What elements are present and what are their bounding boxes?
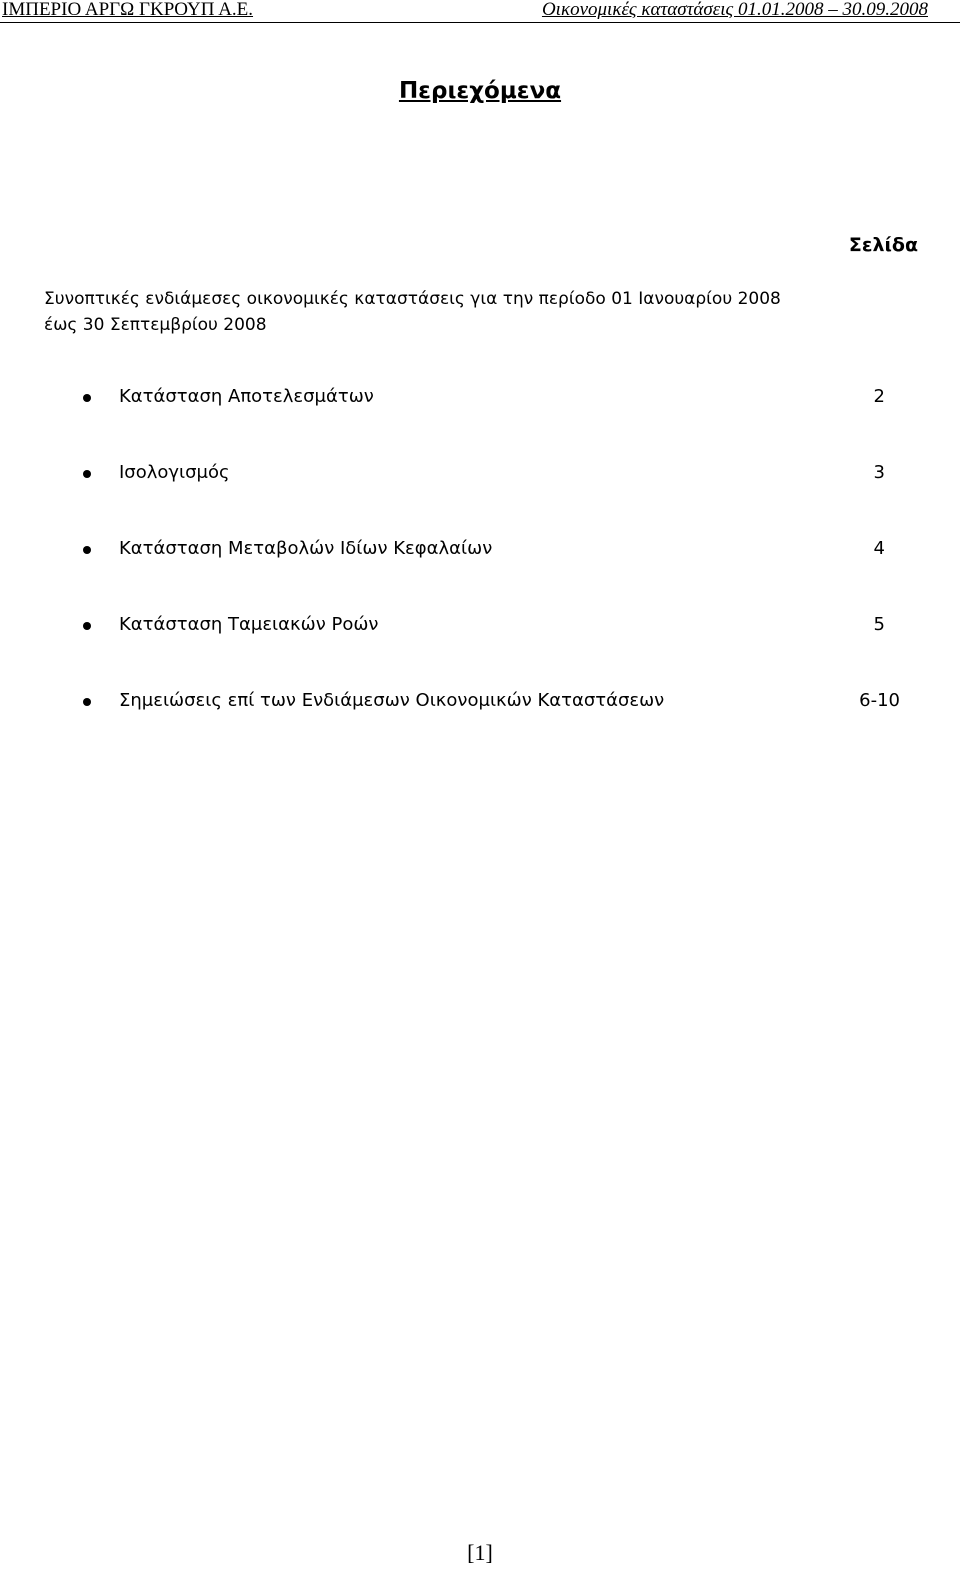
toc-item[interactable] bbox=[0, 460, 960, 536]
toc-intro: Συνοπτικές ενδιάμεσες οικονομικές καταστάσεις για την περίοδο 01 Ιανουαρίου 2008 έως 30 Σεπτεμβρίου 2008 bbox=[44, 289, 781, 335]
page-column-label: Σελίδα bbox=[848, 234, 918, 256]
toc-item[interactable] bbox=[0, 536, 960, 612]
page-number: [1] bbox=[467, 1540, 493, 1565]
company-name: ΙΜΠΕΡΙΟ ΑΡΓΩ ΓΚΡΟΥΠ Α.Ε. bbox=[2, 0, 254, 20]
statements-period: Οικονομικές καταστάσεις 01.01.2008 – 30.09.2008 bbox=[541, 0, 928, 20]
toc-item-label: Κατάσταση Μεταβολών Ιδίων Κεφαλαίων bbox=[119, 538, 493, 559]
toc-title: Περιεχόμενα bbox=[398, 78, 562, 104]
bullet-icon bbox=[83, 698, 91, 706]
toc-item-label: Κατάσταση Αποτελεσμάτων bbox=[119, 386, 374, 407]
toc-item-label: Ισολογισμός bbox=[119, 462, 230, 483]
toc-item-label: Κατάσταση Ταμειακών Ροών bbox=[119, 614, 379, 635]
bullet-icon bbox=[83, 546, 91, 554]
toc-item-page: 3 bbox=[873, 462, 885, 483]
bullet-icon bbox=[83, 470, 91, 478]
toc-item-label: Σημειώσεις επί των Ενδιάμεσων Οικονομικών Καταστάσεων bbox=[119, 690, 665, 711]
toc-list bbox=[0, 384, 960, 764]
toc-item[interactable] bbox=[0, 688, 960, 764]
toc-item-page: 5 bbox=[873, 614, 885, 635]
toc-item-page: 4 bbox=[873, 538, 885, 559]
toc-item-page: 2 bbox=[873, 386, 885, 407]
page-header bbox=[0, 0, 960, 23]
toc-item[interactable] bbox=[0, 612, 960, 688]
toc-item-page: 6-10 bbox=[859, 690, 900, 711]
toc-item[interactable] bbox=[0, 384, 960, 460]
bullet-icon bbox=[83, 622, 91, 630]
bullet-icon bbox=[83, 394, 91, 402]
